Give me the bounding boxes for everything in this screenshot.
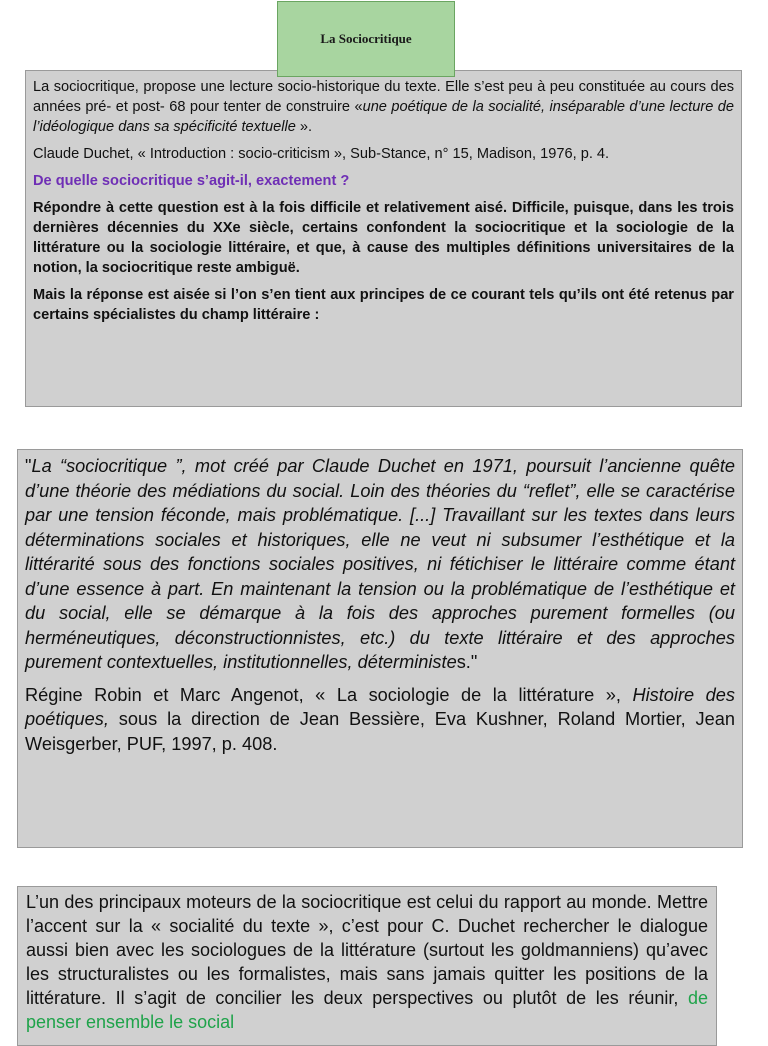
principles-paragraph: Mais la réponse est aisée si l’on s’en tient aux principes de ce courant tels qu’ils ont été retenus par certains spécialistes du champ littéraire : <box>33 287 734 323</box>
motor-paragraph <box>26 890 708 1034</box>
slide-title: La Sociocritique <box>320 31 412 46</box>
quote-reference <box>25 683 735 757</box>
reference-book-title: Histoire des poétiques, <box>25 684 735 729</box>
intro-text-box <box>25 70 742 407</box>
duchet-quote: une poétique de la socialité, inséparable d’une lecture de l’idéologique dans sa spécificité textuelle <box>33 99 734 135</box>
robin-angenot-quote <box>25 454 735 675</box>
motor-text: L’un des principaux moteurs de la sociocritique est celui du rapport au monde. Mettre l’accent sur la « socialité du texte », c’est pour C. Duchet rechercher le dialogue aussi bien avec les sociologues de la littérature (surtout les goldmanniens) qu’avec les structuralistes ou les formalistes, mais sans jamais quitter les positions de la littérature. Il s’agit de concilier les deux perspectives ou plutôt de les réunir, <box>26 892 708 1008</box>
quote-close-mark: s." <box>456 652 478 672</box>
motor-text-box <box>17 886 717 1046</box>
question-heading: De quelle sociocritique s’agit-il, exactement ? <box>33 173 350 189</box>
slide-title-box <box>277 1 455 77</box>
intro-text: La sociocritique, propose une lecture socio-historique du texte. Elle s’est peu à peu constituée au cours des années pré- et post- 68 pour tenter de construire « <box>33 79 734 115</box>
highlighted-phrase: de penser ensemble le social <box>26 988 708 1032</box>
reference-details: sous la direction de Jean Bessière, Eva Kushner, Roland Mortier, Jean Weisgerber, PUF, 1997, p. 408. <box>25 709 735 754</box>
quote-open-mark: " <box>25 456 32 476</box>
reference-authors: Régine Robin et Marc Angenot, « La sociologie de la littérature », <box>25 684 633 705</box>
answer-paragraph: Répondre à cette question est à la fois difficile et relativement aisé. Difficile, puisque, dans les trois dernières décennies du XXe siècle, certains confondent la sociocritique et la sociologie de la littérature ou la sociologie littéraire, et que, à cause des multiples définitions universitaires de la notion, la sociocritique reste ambiguë. <box>33 200 734 276</box>
intro-paragraph <box>33 77 734 137</box>
quote-box <box>17 449 743 848</box>
intro-text-end: ». <box>295 119 313 135</box>
quote-text: La “sociocritique ”, mot créé par Claude Duchet en 1971, poursuit l’ancienne quête d’une théorie des médiations du social. Loin des théories du “reflet”, elle se caractérise par une tension féconde, mais problématique. [...] Travaillant sur les textes dans leurs déterminations sociales et historiques, elle ne veut ni subsumer l’esthétique et la littérarité sous des fonctions sociales positives, ni fétichiser le littéraire comme étant d’une essence à part. En maintenant la tension ou la problématique de l’esthétique et du social, elle se démarque à la fois des approches purement formelles (ou herméneutiques, déconstructionnistes, etc.) du texte littéraire et des approches purement contextuelles, institutionnelles, déterministe <box>25 456 735 672</box>
duchet-citation: Claude Duchet, « Introduction : socio-criticism », Sub-Stance, n° 15, Madison, 1976, p. 4. <box>33 146 610 162</box>
